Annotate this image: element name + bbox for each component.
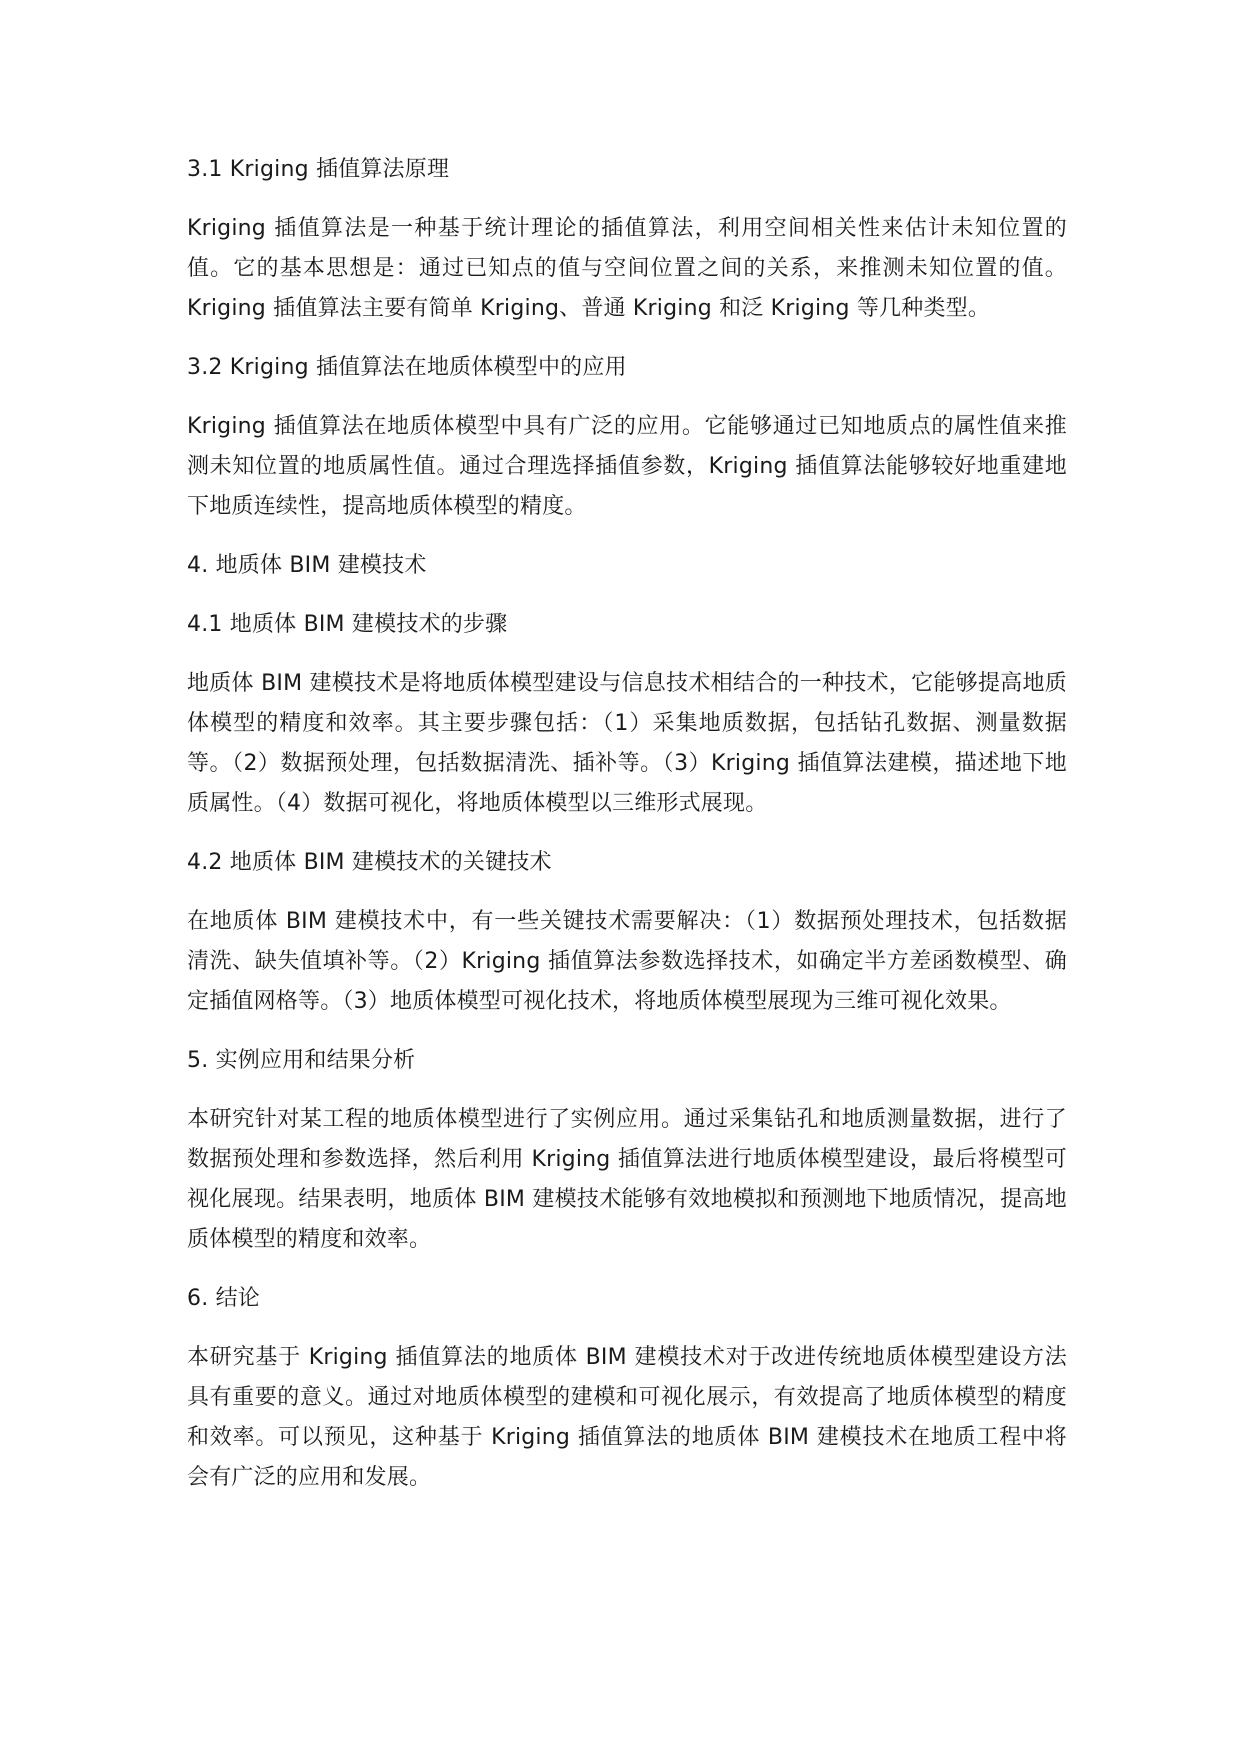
section-heading-4-1: 4.1 地质体 BIM 建模技术的步骤 (187, 612, 508, 637)
section-heading-4-2: 4.2 地质体 BIM 建模技术的关键技术 (187, 850, 552, 875)
section-body-3-1: Kriging 插值算法是一种基于统计理论的插值算法，利用空间相关性来估计未知位置的值。它的基本思想是：通过已知点的值与空间位置之间的关系，来推测未知位置的值。Kriging 插值算法主要有简单 Kriging、普通 Kriging 和泛 Kriging 等几种类型。 (187, 216, 1067, 321)
section-heading-5: 5. 实例应用和结果分析 (187, 1048, 416, 1073)
section-body-4-2: 在地质体 BIM 建模技术中，有一些关键技术需要解决：（1）数据预处理技术，包括数据清洗、缺失值填补等。（2）Kriging 插值算法参数选择技术，如确定半方差函数模型、确定插值网格等。（3）地质体模型可视化技术，将地质体模型展现为三维可视化效果。 (187, 909, 1067, 1014)
section-heading-6: 6. 结论 (187, 1286, 260, 1311)
section-body-4-1: 地质体 BIM 建模技术是将地质体模型建设与信息技术相结合的一种技术，它能够提高地质体模型的精度和效率。其主要步骤包括：（1）采集地质数据，包括钻孔数据、测量数据等。（2）数据预处理，包括数据清洗、插补等。（3）Kriging 插值算法建模，描述地下地质属性。（4）数据可视化，将地质体模型以三维形式展现。 (187, 671, 1067, 816)
section-body-6: 本研究基于 Kriging 插值算法的地质体 BIM 建模技术对于改进传统地质体模型建设方法具有重要的意义。通过对地质体模型的建模和可视化展示，有效提高了地质体模型的精度和效率。可以预见，这种基于 Kriging 插值算法的地质体 BIM 建模技术在地质工程中将会有广泛的应用和发展。 (187, 1345, 1067, 1490)
section-heading-4: 4. 地质体 BIM 建模技术 (187, 553, 427, 578)
section-heading-3-1: 3.1 Kriging 插值算法原理 (187, 157, 450, 182)
section-body-5: 本研究针对某工程的地质体模型进行了实例应用。通过采集钻孔和地质测量数据，进行了数据预处理和参数选择，然后利用 Kriging 插值算法进行地质体模型建设，最后将模型可视化展现。结果表明，地质体 BIM 建模技术能够有效地模拟和预测地下地质情况，提高地质体模型的精度和效率。 (187, 1107, 1067, 1252)
section-body-3-2: Kriging 插值算法在地质体模型中具有广泛的应用。它能够通过已知地质点的属性值来推测未知位置的地质属性值。通过合理选择插值参数，Kriging 插值算法能够较好地重建地下地质连续性，提高地质体模型的精度。 (187, 414, 1067, 519)
document-page (187, 150, 1067, 1517)
section-heading-3-2: 3.2 Kriging 插值算法在地质体模型中的应用 (187, 355, 627, 380)
